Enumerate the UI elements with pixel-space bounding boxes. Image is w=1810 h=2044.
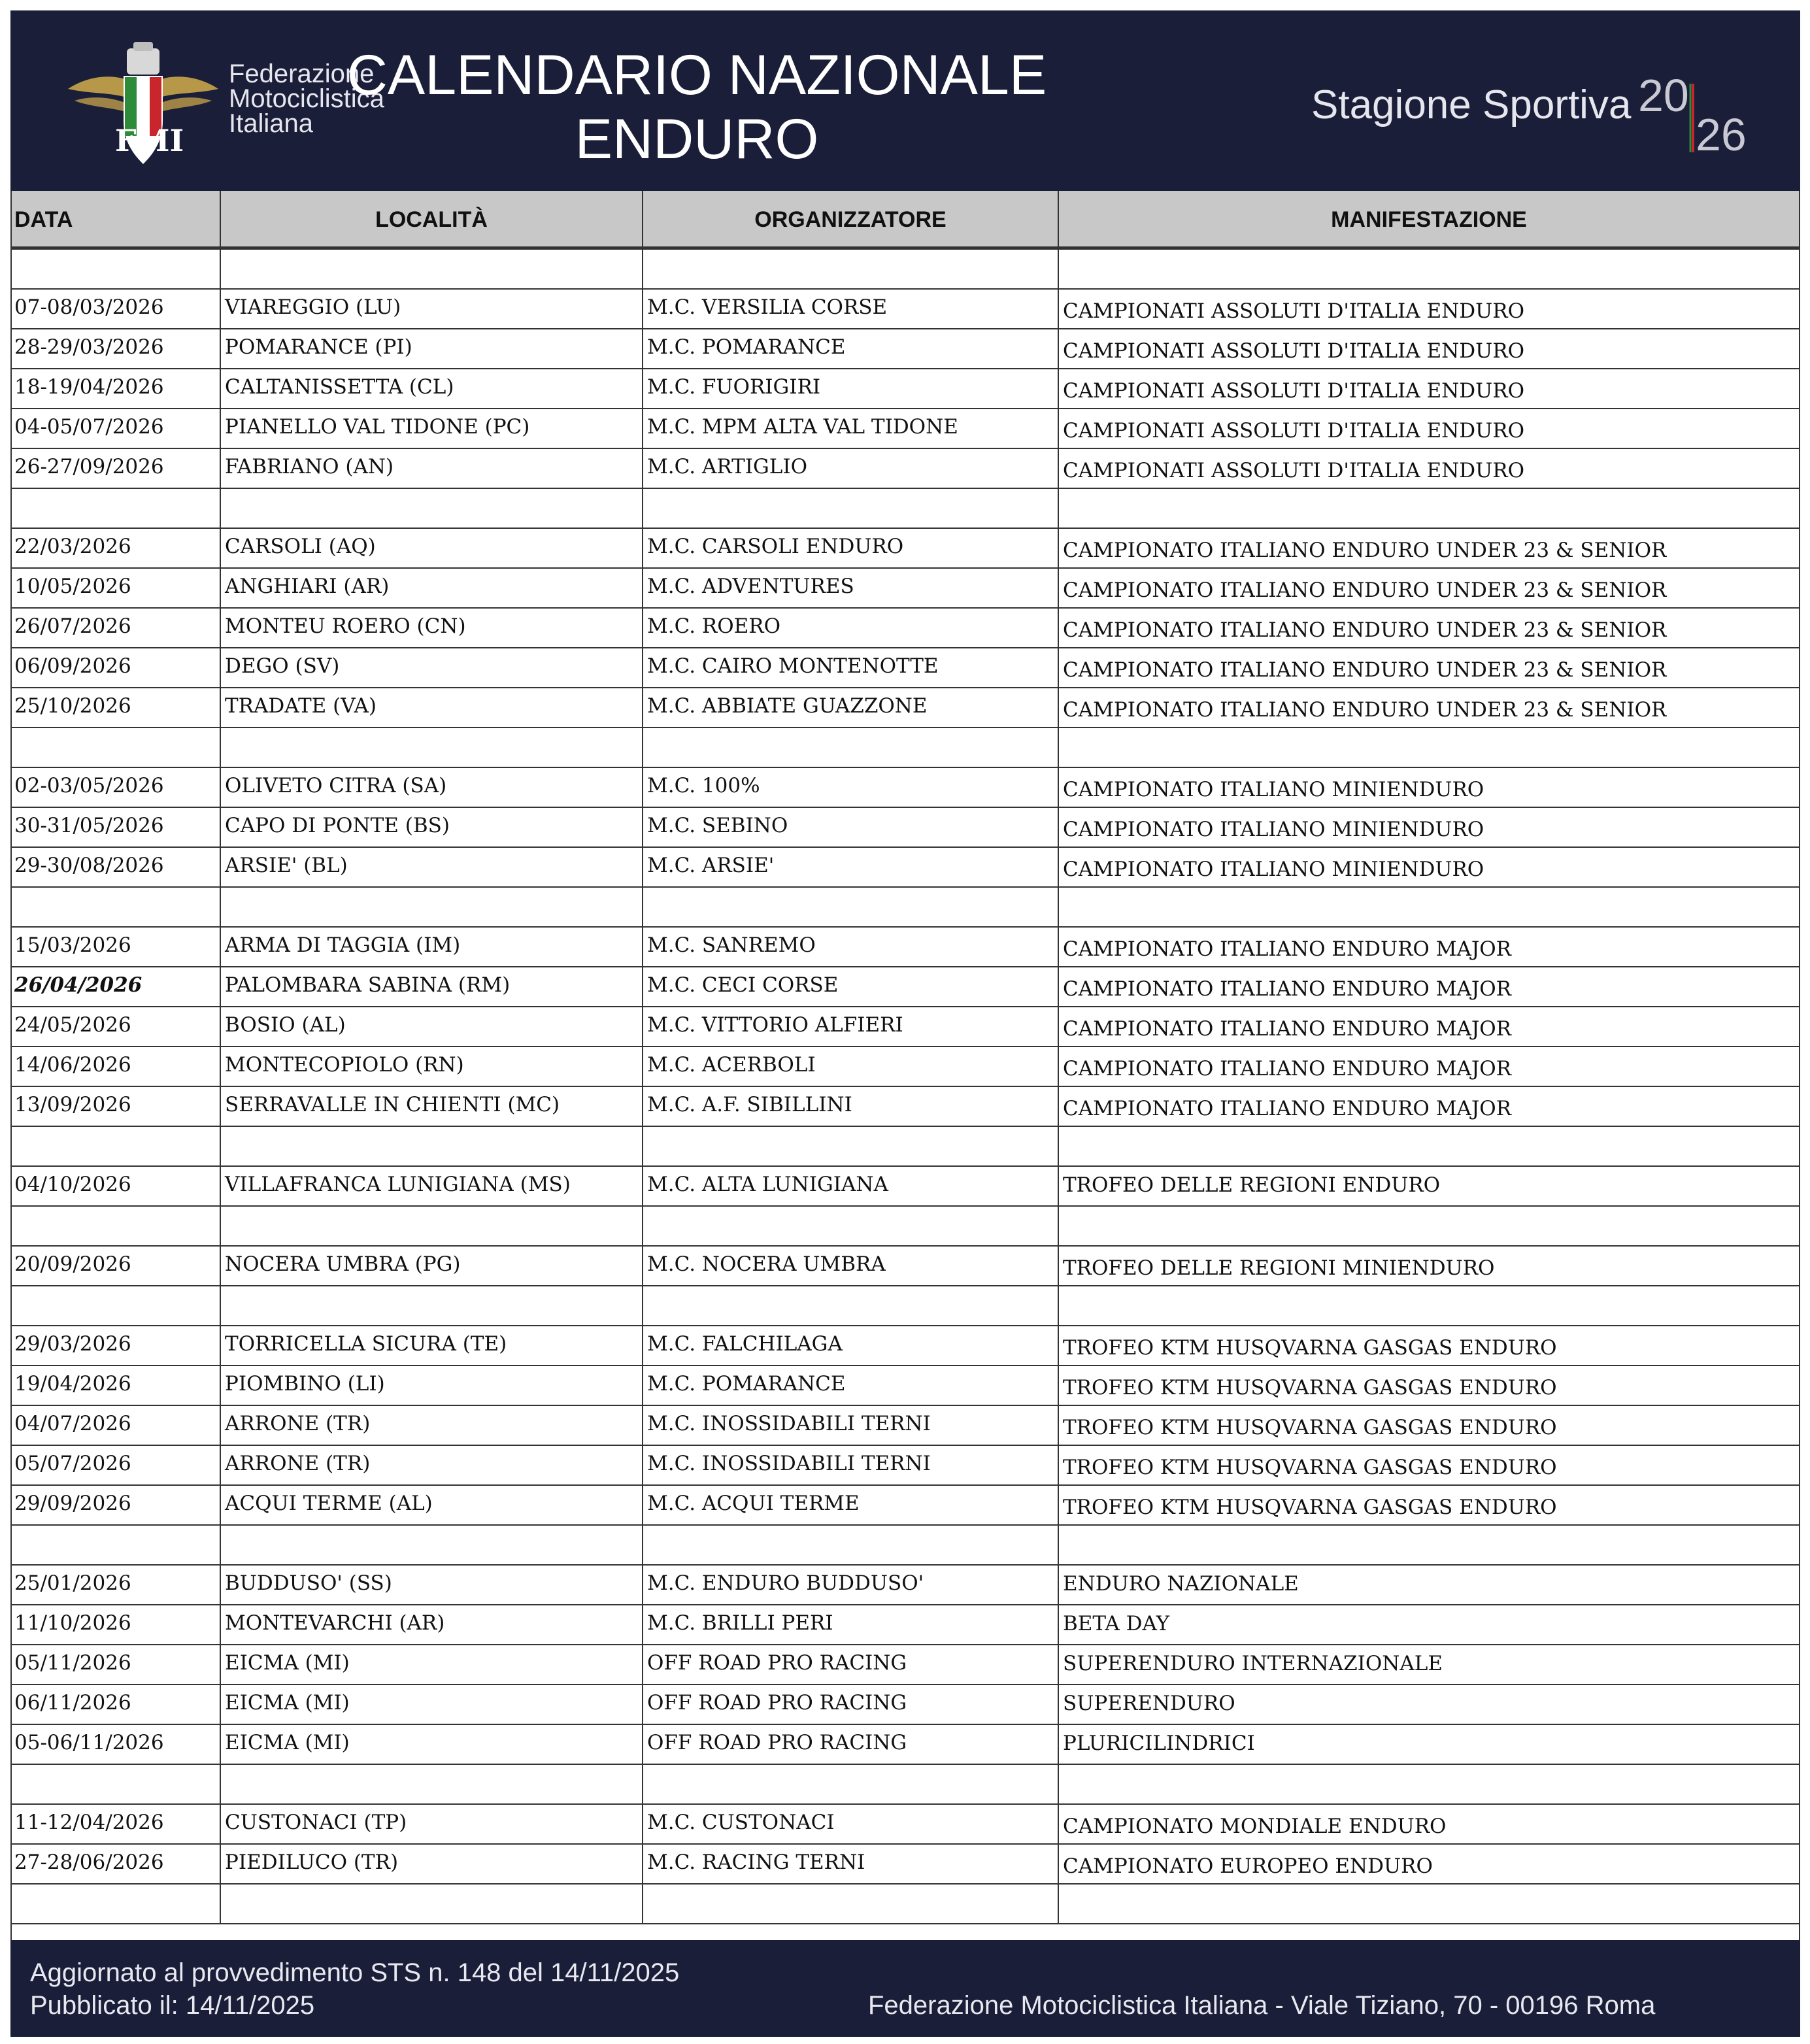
cell-event: [1059, 1765, 1800, 1803]
cell-place: MONTEU ROERO (CN): [221, 609, 643, 647]
cell-event: CAMPIONATO ITALIANO ENDURO UNDER 23 & SENIOR: [1059, 648, 1800, 687]
cell-organizer: M.C. FUORIGIRI: [643, 369, 1059, 408]
cell-date: 18-19/04/2026: [10, 369, 221, 408]
cell-organizer: [643, 1526, 1059, 1564]
cell-place: CUSTONACI (TP): [221, 1805, 643, 1843]
cell-event: CAMPIONATI ASSOLUTI D'ITALIA ENDURO: [1059, 369, 1800, 408]
cell-event: TROFEO KTM HUSQVARNA GASGAS ENDURO: [1059, 1326, 1800, 1365]
table-row: [10, 1046, 1800, 1086]
cell-place: PIEDILUCO (TR): [221, 1845, 643, 1883]
cell-date: [10, 250, 221, 288]
cell-place: [221, 888, 643, 926]
cell-event: [1059, 489, 1800, 528]
table-row: [10, 1245, 1800, 1285]
table-row: [10, 1365, 1800, 1405]
cell-organizer: M.C. FALCHILAGA: [643, 1326, 1059, 1365]
table-row: [10, 1126, 1800, 1165]
cell-event: CAMPIONATI ASSOLUTI D'ITALIA ENDURO: [1059, 329, 1800, 368]
cell-place: POMARANCE (PI): [221, 329, 643, 368]
table-row: [10, 368, 1800, 408]
cell-date: 22/03/2026: [10, 529, 221, 567]
cell-date: 29-30/08/2026: [10, 848, 221, 886]
cell-date: 02-03/05/2026: [10, 768, 221, 807]
cell-event: CAMPIONATO ITALIANO ENDURO MAJOR: [1059, 1047, 1800, 1086]
cell-event: TROFEO DELLE REGIONI ENDURO: [1059, 1167, 1800, 1205]
cell-place: TORRICELLA SICURA (TE): [221, 1326, 643, 1365]
cell-organizer: M.C. POMARANCE: [643, 329, 1059, 368]
table-row: [10, 448, 1800, 488]
cell-date: 04/07/2026: [10, 1406, 221, 1445]
cell-event: CAMPIONATO EUROPEO ENDURO: [1059, 1845, 1800, 1883]
cell-event: [1059, 1286, 1800, 1325]
cell-date: [10, 489, 221, 528]
cell-date: 05/11/2026: [10, 1645, 221, 1684]
cell-place: ANGHIARI (AR): [221, 569, 643, 607]
cell-organizer: [643, 728, 1059, 767]
cell-place: ARMA DI TAGGIA (IM): [221, 928, 643, 966]
cell-organizer: M.C. INOSSIDABILI TERNI: [643, 1406, 1059, 1445]
cell-place: BOSIO (AL): [221, 1007, 643, 1046]
table-row: [10, 1803, 1800, 1843]
cell-organizer: M.C. 100%: [643, 768, 1059, 807]
cell-date: 24/05/2026: [10, 1007, 221, 1046]
cell-event: CAMPIONATO ITALIANO ENDURO UNDER 23 & SENIOR: [1059, 688, 1800, 727]
cell-place: EICMA (MI): [221, 1645, 643, 1684]
cell-event: CAMPIONATO ITALIANO MINIENDURO: [1059, 768, 1800, 807]
cell-place: EICMA (MI): [221, 1725, 643, 1764]
cell-organizer: M.C. NOCERA UMBRA: [643, 1247, 1059, 1285]
cell-event: [1059, 888, 1800, 926]
cell-date: 06/09/2026: [10, 648, 221, 687]
table-row: [10, 528, 1800, 567]
cell-place: BUDDUSO' (SS): [221, 1566, 643, 1604]
cell-place: ARRONE (TR): [221, 1446, 643, 1484]
table-row: [10, 727, 1800, 767]
cell-place: DEGO (SV): [221, 648, 643, 687]
table-row: [10, 288, 1800, 328]
table-row: [10, 1564, 1800, 1604]
page-header: [10, 10, 1800, 191]
table-row: [10, 1764, 1800, 1803]
cell-place: VILLAFRANCA LUNIGIANA (MS): [221, 1167, 643, 1205]
cell-place: OLIVETO CITRA (SA): [221, 768, 643, 807]
cell-date: 07-08/03/2026: [10, 290, 221, 328]
cell-organizer: M.C. VITTORIO ALFIERI: [643, 1007, 1059, 1046]
table-row: [10, 966, 1800, 1006]
cell-date: 26/07/2026: [10, 609, 221, 647]
federation-name-line2: Motociclistica: [229, 84, 384, 113]
cell-organizer: [643, 489, 1059, 528]
cell-place: ARSIE' (BL): [221, 848, 643, 886]
cell-place: MONTECOPIOLO (RN): [221, 1047, 643, 1086]
cell-place: PIOMBINO (LI): [221, 1366, 643, 1405]
table-row: [10, 1205, 1800, 1245]
cell-date: [10, 1526, 221, 1564]
cell-date: 25/10/2026: [10, 688, 221, 727]
table-row: [10, 1086, 1800, 1126]
cell-event: [1059, 1885, 1800, 1923]
cell-date: [10, 1885, 221, 1923]
cell-date: [10, 1765, 221, 1803]
table-row: [10, 1883, 1800, 1923]
cell-event: TROFEO KTM HUSQVARNA GASGAS ENDURO: [1059, 1486, 1800, 1524]
cell-organizer: [643, 1765, 1059, 1803]
cell-date: [10, 888, 221, 926]
cell-place: ARRONE (TR): [221, 1406, 643, 1445]
cell-event: CAMPIONATO ITALIANO ENDURO MAJOR: [1059, 928, 1800, 966]
table-row: [10, 1724, 1800, 1764]
cell-place: PALOMBARA SABINA (RM): [221, 967, 643, 1006]
cell-date: 13/09/2026: [10, 1087, 221, 1126]
cell-date: 29/09/2026: [10, 1486, 221, 1524]
cell-date: 30-31/05/2026: [10, 808, 221, 846]
column-header-organizer: ORGANIZZATORE: [643, 191, 1059, 248]
cell-place: [221, 250, 643, 288]
cell-date: 11-12/04/2026: [10, 1805, 221, 1843]
cell-place: ACQUI TERME (AL): [221, 1486, 643, 1524]
logo-letters: FMI: [115, 123, 184, 158]
cell-place: FABRIANO (AN): [221, 449, 643, 488]
title-line2: ENDURO: [575, 108, 819, 171]
cell-event: CAMPIONATO MONDIALE ENDURO: [1059, 1805, 1800, 1843]
cell-event: [1059, 1207, 1800, 1245]
cell-organizer: M.C. ARTIGLIO: [643, 449, 1059, 488]
cell-date: 26-27/09/2026: [10, 449, 221, 488]
cell-place: [221, 1885, 643, 1923]
cell-organizer: [643, 1885, 1059, 1923]
cell-event: SUPERENDURO: [1059, 1685, 1800, 1724]
cell-event: CAMPIONATI ASSOLUTI D'ITALIA ENDURO: [1059, 449, 1800, 488]
table-row: [10, 647, 1800, 687]
season-year: [1638, 71, 1769, 156]
cell-place: [221, 489, 643, 528]
update-note: Aggiornato al provvedimento STS n. 148 del 14/11/2025: [30, 1958, 680, 1987]
cell-date: 27-28/06/2026: [10, 1845, 221, 1883]
column-header-date: DATA: [10, 191, 221, 248]
cell-organizer: M.C. VERSILIA CORSE: [643, 290, 1059, 328]
publish-date: Pubblicato il: 14/11/2025: [30, 1991, 315, 2020]
table-row: [10, 1006, 1800, 1046]
cell-date: 11/10/2026: [10, 1605, 221, 1644]
cell-organizer: M.C. ADVENTURES: [643, 569, 1059, 607]
column-header-place: LOCALITÀ: [221, 191, 643, 248]
cell-organizer: M.C. SEBINO: [643, 808, 1059, 846]
cell-event: CAMPIONATO ITALIANO ENDURO UNDER 23 & SENIOR: [1059, 609, 1800, 647]
cell-event: TROFEO KTM HUSQVARNA GASGAS ENDURO: [1059, 1406, 1800, 1445]
cell-place: TRADATE (VA): [221, 688, 643, 727]
cell-place: [221, 1127, 643, 1165]
table-row: [10, 1165, 1800, 1205]
cell-organizer: M.C. ROERO: [643, 609, 1059, 647]
table-row: [10, 1684, 1800, 1724]
cell-event: CAMPIONATO ITALIANO ENDURO MAJOR: [1059, 1007, 1800, 1046]
cell-event: PLURICILINDRICI: [1059, 1725, 1800, 1764]
cell-organizer: M.C. CARSOLI ENDURO: [643, 529, 1059, 567]
federation-address: Federazione Motociclistica Italiana - Viale Tiziano, 70 - 00196 Roma: [868, 1991, 1656, 2020]
cell-place: [221, 728, 643, 767]
cell-place: [221, 1207, 643, 1245]
cell-organizer: OFF ROAD PRO RACING: [643, 1645, 1059, 1684]
cell-place: CALTANISSETTA (CL): [221, 369, 643, 408]
cell-event: CAMPIONATO ITALIANO ENDURO MAJOR: [1059, 1087, 1800, 1126]
column-header-event: MANIFESTAZIONE: [1059, 191, 1800, 248]
cell-date: 28-29/03/2026: [10, 329, 221, 368]
federation-name-line1: Federazione: [229, 59, 375, 88]
page-title: [298, 43, 1096, 171]
cell-event: BETA DAY: [1059, 1605, 1800, 1644]
cell-date: [10, 1207, 221, 1245]
year-bottom: 26: [1696, 109, 1747, 156]
cell-organizer: M.C. ENDURO BUDDUSO': [643, 1566, 1059, 1604]
cell-organizer: M.C. ARSIE': [643, 848, 1059, 886]
cell-place: [221, 1286, 643, 1325]
table-row: [10, 767, 1800, 807]
table-row: [10, 1644, 1800, 1684]
cell-place: SERRAVALLE IN CHIENTI (MC): [221, 1087, 643, 1126]
table-row: [10, 1604, 1800, 1644]
table-row: [10, 328, 1800, 368]
cell-organizer: M.C. ACQUI TERME: [643, 1486, 1059, 1524]
cell-organizer: M.C. BRILLI PERI: [643, 1605, 1059, 1644]
cell-place: CARSOLI (AQ): [221, 529, 643, 567]
cell-organizer: OFF ROAD PRO RACING: [643, 1725, 1059, 1764]
cell-organizer: M.C. MPM ALTA VAL TIDONE: [643, 409, 1059, 448]
table-row: [10, 1285, 1800, 1325]
table-row: [10, 846, 1800, 886]
cell-event: [1059, 1526, 1800, 1564]
cell-organizer: M.C. CUSTONACI: [643, 1805, 1059, 1843]
table-row: [10, 807, 1800, 846]
cell-organizer: [643, 250, 1059, 288]
cell-organizer: M.C. A.F. SIBILLINI: [643, 1087, 1059, 1126]
cell-date: 20/09/2026: [10, 1247, 221, 1285]
fmi-logo-icon: [61, 37, 225, 174]
cell-date: 10/05/2026: [10, 569, 221, 607]
cell-event: TROFEO KTM HUSQVARNA GASGAS ENDURO: [1059, 1446, 1800, 1484]
cell-place: [221, 1765, 643, 1803]
season-label: Stagione Sportiva: [1311, 82, 1632, 127]
cell-date: 19/04/2026: [10, 1366, 221, 1405]
cell-date: 06/11/2026: [10, 1685, 221, 1724]
table-row: [10, 488, 1800, 528]
cell-organizer: M.C. POMARANCE: [643, 1366, 1059, 1405]
table-row: [10, 886, 1800, 926]
cell-event: CAMPIONATO ITALIANO MINIENDURO: [1059, 808, 1800, 846]
year-top: 20: [1638, 71, 1689, 121]
title-line1: CALENDARIO NAZIONALE: [346, 44, 1047, 107]
cell-date: 29/03/2026: [10, 1326, 221, 1365]
cell-place: NOCERA UMBRA (PG): [221, 1247, 643, 1285]
table-row: [10, 1524, 1800, 1564]
cell-place: MONTEVARCHI (AR): [221, 1605, 643, 1644]
cell-date: 25/01/2026: [10, 1566, 221, 1604]
cell-organizer: M.C. ALTA LUNIGIANA: [643, 1167, 1059, 1205]
federation-name-line3: Italiana: [229, 109, 313, 138]
cell-date: [10, 1127, 221, 1165]
cell-date: 14/06/2026: [10, 1047, 221, 1086]
cell-date: 05-06/11/2026: [10, 1725, 221, 1764]
table-row: [10, 567, 1800, 607]
table-row: [10, 408, 1800, 448]
table-row: [10, 1445, 1800, 1484]
cell-place: CAPO DI PONTE (BS): [221, 808, 643, 846]
cell-date: 05/07/2026: [10, 1446, 221, 1484]
cell-event: TROFEO DELLE REGIONI MINIENDURO: [1059, 1247, 1800, 1285]
cell-date: 04/10/2026: [10, 1167, 221, 1205]
cell-event: CAMPIONATO ITALIANO ENDURO UNDER 23 & SENIOR: [1059, 569, 1800, 607]
cell-event: [1059, 728, 1800, 767]
cell-organizer: M.C. INOSSIDABILI TERNI: [643, 1446, 1059, 1484]
cell-organizer: [643, 1127, 1059, 1165]
cell-event: SUPERENDURO INTERNAZIONALE: [1059, 1645, 1800, 1684]
table-row: [10, 607, 1800, 647]
cell-event: CAMPIONATI ASSOLUTI D'ITALIA ENDURO: [1059, 409, 1800, 448]
page-footer: [10, 1940, 1800, 2037]
cell-date: [10, 1286, 221, 1325]
cell-event: CAMPIONATO ITALIANO MINIENDURO: [1059, 848, 1800, 886]
cell-event: CAMPIONATI ASSOLUTI D'ITALIA ENDURO: [1059, 290, 1800, 328]
table-row: [10, 1405, 1800, 1445]
table-bottom-rule: [10, 1923, 1800, 1924]
cell-date: 26/04/2026: [10, 967, 221, 1006]
cell-organizer: M.C. ABBIATE GUAZZONE: [643, 688, 1059, 727]
cell-date: [10, 728, 221, 767]
cell-date: 15/03/2026: [10, 928, 221, 966]
cell-event: [1059, 1127, 1800, 1165]
cell-organizer: [643, 1207, 1059, 1245]
cell-place: PIANELLO VAL TIDONE (PC): [221, 409, 643, 448]
cell-event: CAMPIONATO ITALIANO ENDURO MAJOR: [1059, 967, 1800, 1006]
cell-event: CAMPIONATO ITALIANO ENDURO UNDER 23 & SENIOR: [1059, 529, 1800, 567]
table-row: [10, 1325, 1800, 1365]
cell-organizer: M.C. ACERBOLI: [643, 1047, 1059, 1086]
cell-organizer: M.C. CAIRO MONTENOTTE: [643, 648, 1059, 687]
table-row: [10, 926, 1800, 966]
cell-organizer: [643, 1286, 1059, 1325]
table-row: [10, 687, 1800, 727]
table-row: [10, 248, 1800, 288]
cell-event: ENDURO NAZIONALE: [1059, 1566, 1800, 1604]
cell-place: EICMA (MI): [221, 1685, 643, 1724]
cell-event: [1059, 250, 1800, 288]
cell-date: 04-05/07/2026: [10, 409, 221, 448]
cell-organizer: [643, 888, 1059, 926]
calendar-sheet: [10, 10, 1800, 2037]
table-row: [10, 1484, 1800, 1524]
cell-organizer: OFF ROAD PRO RACING: [643, 1685, 1059, 1724]
cell-place: [221, 1526, 643, 1564]
cell-place: VIAREGGIO (LU): [221, 290, 643, 328]
cell-organizer: M.C. RACING TERNI: [643, 1845, 1059, 1883]
cell-organizer: M.C. CECI CORSE: [643, 967, 1059, 1006]
cell-event: TROFEO KTM HUSQVARNA GASGAS ENDURO: [1059, 1366, 1800, 1405]
cell-organizer: M.C. SANREMO: [643, 928, 1059, 966]
table-row: [10, 1843, 1800, 1883]
